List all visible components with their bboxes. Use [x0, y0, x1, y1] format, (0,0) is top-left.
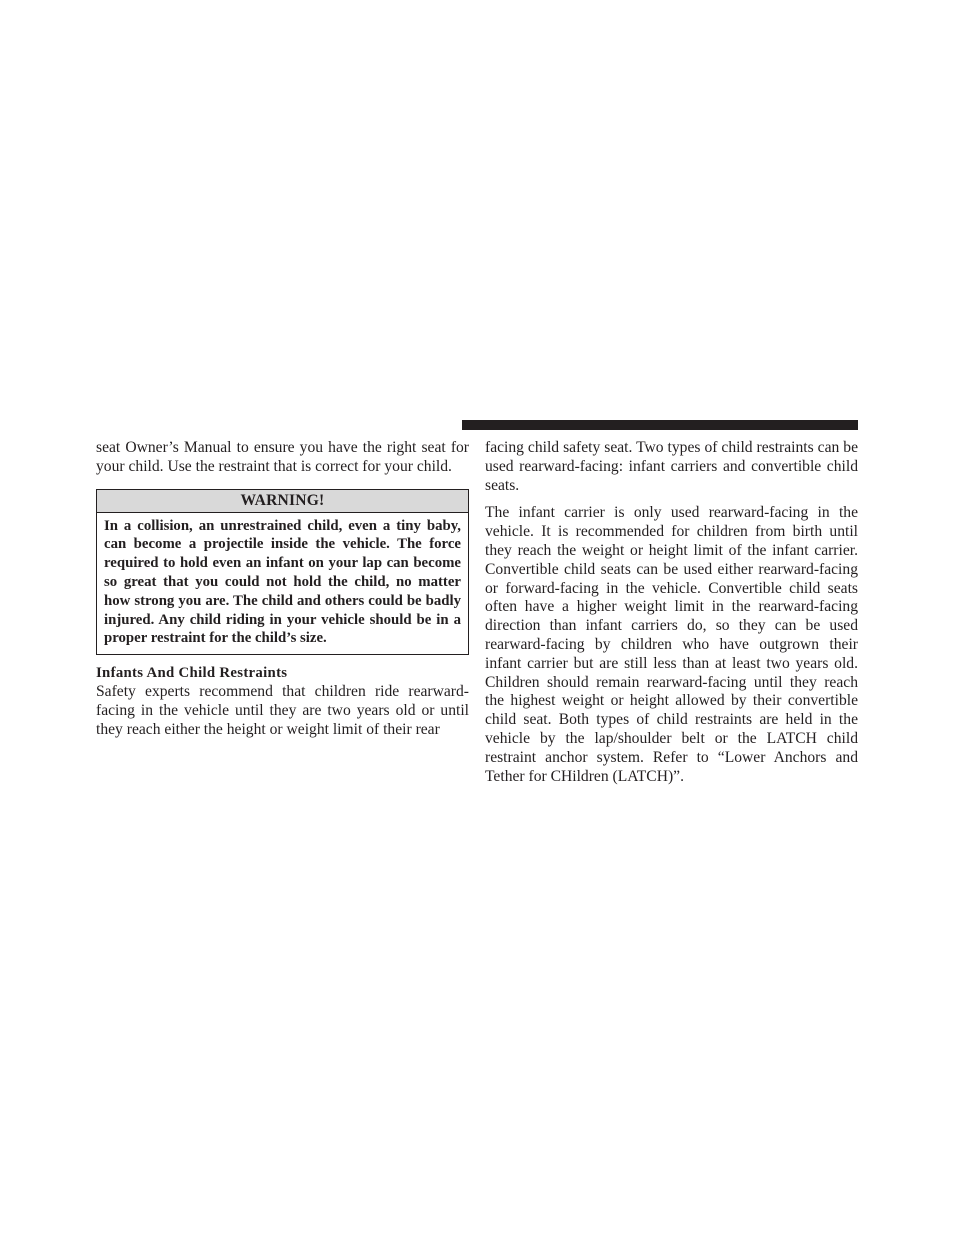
right-paragraph-1: facing child safety seat. Two types of child restraints can be used rearward-facing: infant carriers and convertible child seats. [485, 439, 858, 494]
left-column [96, 439, 469, 740]
right-column [485, 439, 858, 786]
section-paragraph: Safety experts recommend that children ride rearward-facing in the vehicle until they are two years old or until they reach either the height or weight limit of their rear [96, 683, 469, 738]
warning-box [96, 489, 469, 656]
warning-body: In a collision, an unrestrained child, even a tiny baby, can become a projectile inside the vehicle. The force required to hold even an infant on your lap can become so great that you could not hold the child, no matter how strong you are. The child and others could be badly injured. Any child riding in your vehicle should be in a proper restraint for the child’s size. [104, 517, 461, 647]
section-header-bar [462, 420, 858, 430]
right-paragraph-2: The infant carrier is only used rearward-facing in the vehicle. It is recommended for children from birth until they reach the weight or height limit of the infant carrier. Convertible child seats can be used either rearward-facing or forward-facing in the vehicle. Convertible child seats often have a higher weight limit in the rearward-facing direction than infant carriers do, so they can be used rearward-facing by children who have outgrown their infant carrier but are still less than at least two years old. Children should remain rearward-facing until they reach the highest weight or height allowed by their convertible child seat. Both types of child restraints are held in the vehicle by the lap/shoulder belt or the LATCH child restraint anchor system. Refer to “Lower Anchors and Tether for CHildren (LATCH)”. [485, 504, 858, 785]
section-heading: Infants And Child Restraints [96, 665, 288, 682]
warning-title: WARNING! [97, 490, 468, 513]
intro-paragraph: seat Owner’s Manual to ensure you have the right seat for your child. Use the restraint that is correct for your child. [96, 439, 469, 475]
